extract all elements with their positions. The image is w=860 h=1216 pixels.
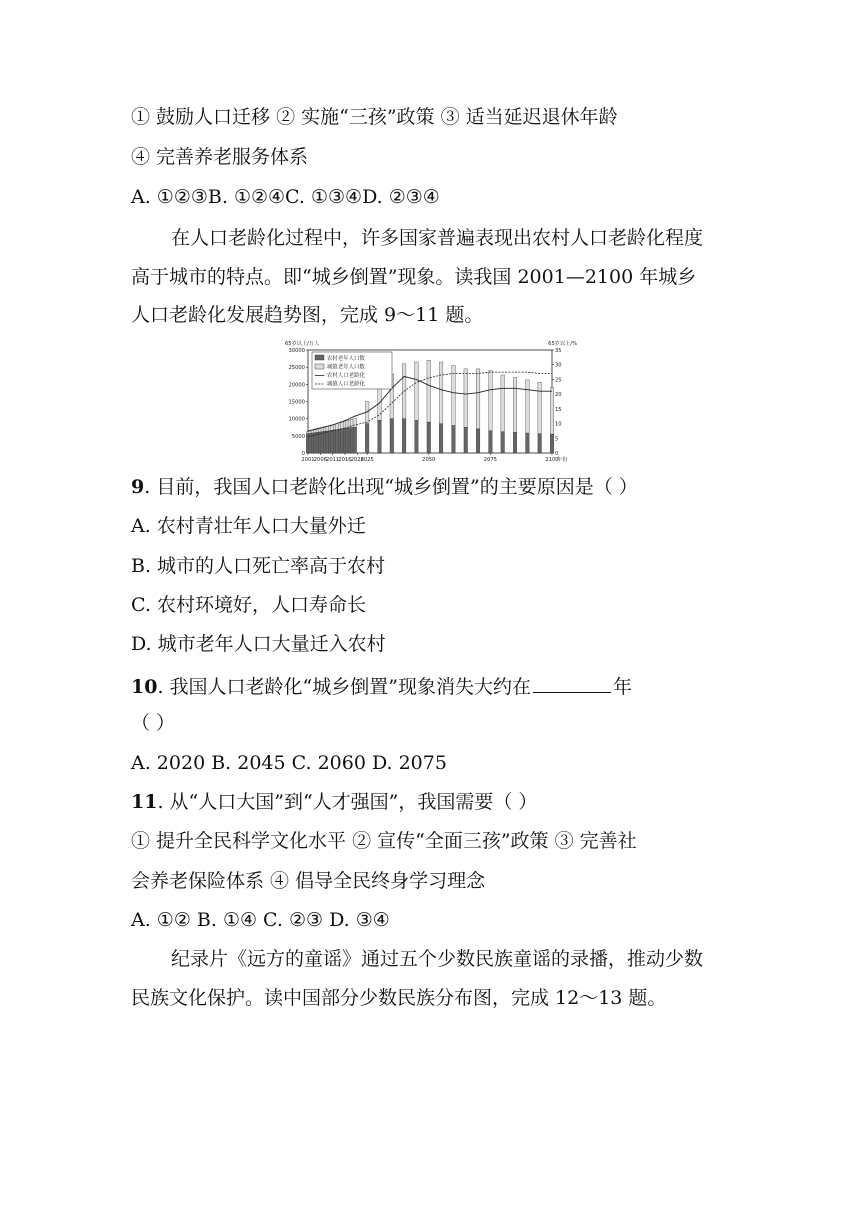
aging-trend-chart: [281, 338, 581, 465]
question-9-option-b: B. 城市的人口死亡率高于农村: [131, 555, 386, 577]
intro-options-line-1: ① 鼓励人口迁移 ② 实施“三孩”政策 ③ 适当延迟退休年龄: [131, 106, 618, 128]
rural-elderly-bar: [464, 427, 468, 453]
passage-1-line-1: 在人口老龄化过程中，许多国家普遍表现出农村人口老龄化程度: [171, 227, 704, 249]
x-tick-label: 2025: [360, 457, 374, 463]
intro-answer-choices: A. ①②③B. ①②④C. ①③④D. ②③④: [131, 186, 440, 208]
question-9-option-a: A. 农村青壮年人口大量外迁: [131, 515, 366, 537]
urban-elderly-bar: [489, 371, 493, 431]
left-tick-label: 20000: [288, 382, 305, 389]
right-axis-title: 65岁以上/%: [548, 341, 577, 347]
answer-blank: [533, 672, 611, 693]
rural-elderly-bar: [378, 420, 382, 453]
urban-elderly-bar: [476, 369, 480, 429]
rural-elderly-bar: [501, 432, 505, 453]
legend-urban-bar-swatch: [315, 364, 324, 369]
question-9-option-c: C. 农村环境好，人口寿命长: [131, 594, 366, 616]
rural-elderly-bar: [452, 426, 456, 453]
right-tick-label: 10: [555, 421, 562, 428]
rural-elderly-bar: [489, 431, 493, 453]
question-10-number: 10: [131, 676, 158, 698]
left-tick-label: 15000: [288, 399, 305, 406]
passage-2-line-2: 民族文化保护。读中国部分少数民族分布图，完成 12～13 题。: [131, 987, 667, 1009]
question-10-text-end: 年: [612, 676, 632, 698]
question-11-text: . 从“人口大国”到“人才强国”，我国需要（ ）: [157, 791, 538, 813]
rural-elderly-bar: [415, 420, 419, 453]
x-tick-label: 2011: [326, 457, 340, 463]
question-10-bracket: （ ）: [131, 712, 176, 734]
urban-elderly-bar: [353, 419, 357, 428]
urban-elderly-bar: [415, 362, 419, 420]
rural-elderly-bar: [439, 424, 443, 453]
rural-elderly-bar: [427, 422, 431, 453]
right-tick-label: 15: [555, 406, 562, 413]
urban-elderly-bar: [513, 377, 517, 432]
urban-elderly-bar: [501, 375, 505, 432]
x-axis-unit: 年份: [557, 457, 568, 463]
question-11-items-line-1: ① 提升全民科学文化水平 ② 宣传“全面三孩”政策 ③ 完善社: [131, 830, 637, 852]
urban-elderly-bar: [464, 369, 468, 427]
question-11-number: 11: [131, 791, 158, 813]
passage-2-line-1: 纪录片《远方的童谣》通过五个少数民族童谣的录播，推动少数: [171, 948, 704, 970]
rural-elderly-bar: [513, 432, 517, 453]
rural-elderly-bar: [353, 427, 357, 453]
legend-label: 城镇老年人口数: [327, 364, 365, 371]
right-tick-label: 35: [555, 348, 562, 354]
left-tick-label: 25000: [288, 365, 305, 372]
left-tick-label: 0: [301, 451, 305, 457]
urban-elderly-bar: [550, 388, 554, 434]
legend-label: 农村老年人口数: [327, 356, 365, 362]
question-9-text: . 目前，我国人口老龄化出现“城乡倒置”的主要原因是（ ）: [144, 476, 638, 498]
legend-label: 城镇人口老龄化: [327, 381, 365, 388]
question-11-options: A. ①② B. ①④ C. ②③ D. ③④: [131, 909, 390, 931]
passage-1-line-3: 人口老龄化发展趋势图，完成 9～11 题。: [131, 304, 484, 326]
left-axis-title: 65岁以上/万人: [285, 341, 320, 347]
question-10-stem: [131, 672, 632, 699]
rural-elderly-bar: [526, 433, 530, 453]
passage-1-line-2: 高于城市的特点。即“城乡倒置”现象。读我国 2001—2100 年城乡: [131, 266, 697, 288]
question-11-items-line-2: 会养老保险体系 ④ 倡导全民终身学习理念: [131, 870, 486, 892]
intro-options-line-2: ④ 完善养老服务体系: [131, 146, 309, 168]
rural-elderly-bar: [402, 419, 406, 453]
question-10-text: . 我国人口老龄化“城乡倒置”现象消失大约在: [157, 676, 531, 698]
x-tick-label: 2001: [301, 457, 315, 463]
question-10-options: A. 2020 B. 2045 C. 2060 D. 2075: [131, 752, 447, 774]
legend-label: 农村人口老龄化: [327, 373, 365, 379]
urban-elderly-bar: [427, 360, 431, 422]
question-11-stem: [131, 790, 537, 814]
right-tick-label: 30: [555, 362, 562, 369]
x-tick-label: 2026: [350, 457, 364, 463]
urban-elderly-bar: [439, 362, 443, 424]
x-tick-label: 2050: [422, 457, 436, 463]
right-tick-label: 0: [555, 451, 559, 457]
left-tick-label: 5000: [291, 433, 305, 440]
question-9-stem: [131, 475, 638, 499]
x-tick-label: 2006: [313, 457, 327, 463]
x-tick-label: 2016: [338, 457, 352, 463]
urban-elderly-bar: [538, 382, 542, 433]
x-tick-label: 2100: [545, 457, 559, 463]
left-tick-label: 10000: [288, 416, 305, 423]
urban-elderly-bar: [452, 365, 456, 425]
rural-elderly-bar: [550, 434, 554, 453]
rural-elderly-bar: [365, 424, 369, 453]
question-9-number: 9: [131, 476, 145, 498]
legend-rural-bar-swatch: [315, 355, 324, 360]
rural-elderly-bar: [390, 419, 394, 453]
x-tick-label: 2075: [483, 457, 497, 463]
rural-elderly-bar: [538, 434, 542, 453]
rural-elderly-bar: [476, 429, 480, 453]
question-9-option-d: D. 城市老年人口大量迁入农村: [131, 633, 386, 655]
right-tick-label: 20: [555, 392, 562, 399]
urban-elderly-bar: [526, 380, 530, 433]
right-tick-label: 25: [555, 377, 562, 384]
right-tick-label: 5: [555, 436, 559, 443]
left-tick-label: 30000: [288, 348, 305, 354]
